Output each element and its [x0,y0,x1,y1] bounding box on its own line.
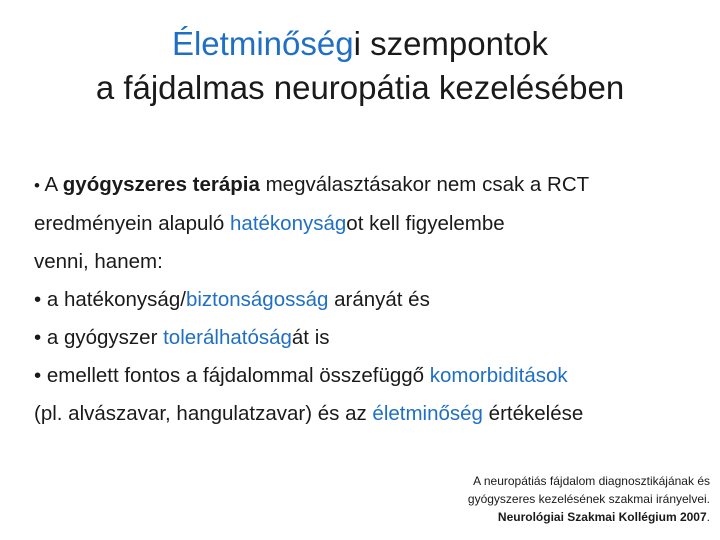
bullet-icon: • [34,326,42,349]
item3-text-a: emellett fontos a fájdalommal összefüggő [41,364,430,387]
intro-line-2 [34,205,694,243]
item2-text-c: át is [291,326,330,349]
item3-line2-a: (pl. alvászavar, hangulatzavar) és az [34,402,373,425]
list-item-3-line-2 [34,395,694,433]
item1-highlight: biztonságosság [185,288,329,311]
bullet-icon: • [34,288,42,311]
bullet-icon: • [34,176,40,195]
intro-line-3: venni, hanem: [34,250,163,273]
item3-line2-highlight: életminőség [372,402,483,425]
intro-line2-a: eredményein alapuló [34,212,231,235]
list-item-3 [34,357,694,395]
title-line-1-rest: i szempontok [353,25,549,62]
intro-highlight: hatékonyság [230,212,347,235]
title-line-1 [0,22,720,66]
item2-highlight: tolerálhatóság [163,326,292,349]
bullet-list [34,166,694,433]
item2-text-a: a gyógyszer [41,326,164,349]
reference-line-2: gyógyszeres kezelésének szakmai irányelvei. [467,492,710,506]
intro-text-a: A [39,173,63,196]
item1-text-a: a hatékonyság/ [41,288,186,311]
list-item-2 [34,319,694,357]
item3-highlight: komorbiditások [429,364,568,387]
intro-line-1 [34,166,694,205]
title-highlight: Életminőség [171,25,354,62]
intro-text-c: megválasztásakor nem csak a RCT [259,173,590,196]
intro-bold-term: gyógyszeres terápia [62,173,260,196]
title-line-2: a fájdalmas neuropátia kezelésében [95,69,625,106]
reference-citation [468,472,710,526]
item3-line2-c: értékelése [482,402,584,425]
bullet-icon: • [34,364,42,387]
reference-period: . [706,510,710,524]
item1-text-c: arányát és [328,288,430,311]
slide-title [0,22,720,110]
reference-line-1: A neuropátiás fájdalom diagnosztikájának és [473,474,710,488]
intro-line2-c: ot kell figyelembe [346,212,505,235]
reference-line-3 [468,508,710,526]
list-item-1 [34,281,694,319]
reference-source: Neurológiai Szakmai Kollégium 2007 [497,510,707,524]
